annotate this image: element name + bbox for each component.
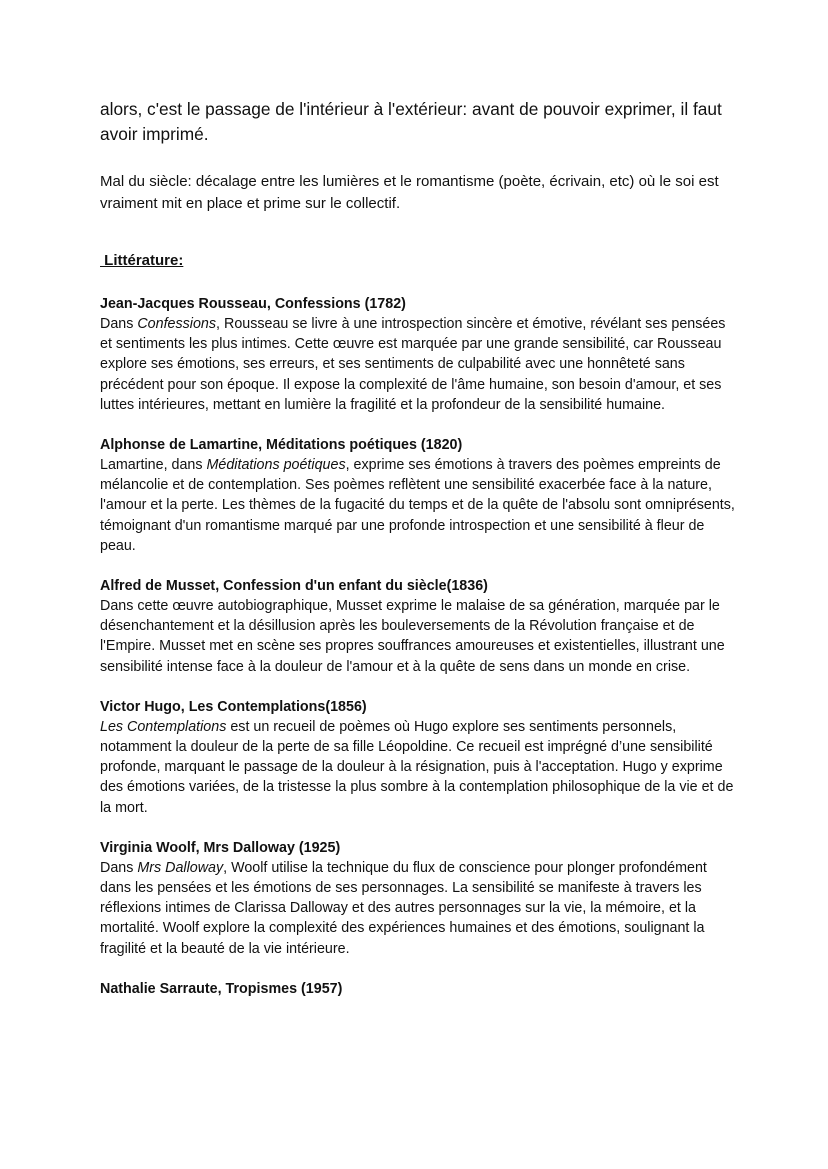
entry-title: Jean-Jacques Rousseau, Confessions (1782) bbox=[100, 296, 406, 312]
work-title: Méditations poétiques bbox=[206, 457, 346, 474]
body-post: , Woolf utilise la technique du flux de conscience pour plonger profondément dans les pensées et les émotions de ses personnages. La sensibilité se manifeste à travers les réflexions intimes de Clarissa Dalloway et des autres personnages sur la vie, la mémoire, et la mortalité. Woolf explore la complexité des expériences humaines et des émotions, soulignant la fragilité et la beauté de la vie intérieure. bbox=[100, 859, 707, 957]
entry-body bbox=[100, 858, 740, 959]
work-title: Mrs Dalloway bbox=[137, 859, 224, 876]
body-pre: Dans bbox=[100, 316, 138, 332]
entry-title: Alphonse de Lamartine, Méditations poétiques (1820) bbox=[100, 437, 463, 454]
entry-title: Victor Hugo, Les Contemplations(1856) bbox=[100, 698, 367, 715]
entry-hugo bbox=[100, 697, 740, 818]
document-page bbox=[100, 97, 740, 1019]
entry-body bbox=[100, 455, 740, 556]
entry-woolf bbox=[100, 838, 740, 959]
entry-title: Alfred de Musset, Confession d'un enfant du siècle(1836) bbox=[100, 578, 488, 595]
work-title: Confessions bbox=[137, 316, 217, 332]
section-title-litterature: Littérature: bbox=[100, 252, 184, 269]
entry-title: Virginia Woolf, Mrs Dalloway (1925) bbox=[100, 839, 341, 856]
body-post: Dans cette œuvre autobiographique, Musset exprime le malaise de sa génération, marquée par le désenchantement et la désillusion après les bouleversements de la Révolution française et de l'Empire. Musset met en scène ses propres souffrances amoureuses et existentielles, illustrant une sensibilité intense face à la douleur de l'amour et à la quête de sens dans un monde en crise. bbox=[100, 598, 725, 675]
entry-body bbox=[100, 717, 740, 818]
intro-paragraph: alors, c'est le passage de l'intérieur à l'extérieur: avant de pouvoir exprimer, il faut avoir imprimé. bbox=[100, 99, 722, 144]
body-pre: Dans bbox=[100, 859, 138, 876]
entry-body bbox=[100, 314, 740, 415]
mal-du-siecle-paragraph: Mal du siècle: décalage entre les lumières et le romantisme (poète, écrivain, etc) où le soi est vraiment mit en place et prime sur le collectif. bbox=[100, 173, 719, 212]
entry-rousseau bbox=[100, 294, 740, 415]
body-pre: Lamartine, dans bbox=[100, 457, 207, 474]
entry-lamartine bbox=[100, 435, 740, 556]
body-post: , Rousseau se livre à une introspection sincère et émotive, révélant ses pensées et sentiments les plus intimes. Cette œuvre est marquée par une grande sensibilité, car Rousseau explore ses émotions, ses erreurs, et ses sentiments de culpabilité avec une honnêteté sans précédent pour son époque. Il expose la complexité de l'âme humaine, son besoin d'amour, et ses luttes intérieures, mettant en lumière la fragilité et la profondeur de la sensibilité humaine. bbox=[100, 316, 726, 413]
entry-musset bbox=[100, 576, 740, 677]
entry-sarraute bbox=[100, 979, 740, 999]
body-post: , exprime ses émotions à travers des poèmes empreints de mélancolie et de contemplation. Ses poèmes reflètent une sensibilité exacerbée face à la nature, l'amour et la perte. Les thèmes de la fugacité du temps et de la quête de l'absolu sont omniprésents, témoignant d'un romantisme marqué par une profonde introspection et une sensibilité à fleur de peau. bbox=[100, 457, 735, 554]
work-title: Les Contemplations bbox=[100, 718, 227, 735]
body-post: est un recueil de poèmes où Hugo explore ses sentiments personnels, notamment la douleur de la perte de sa fille Léopoldine. Ce recueil est imprégné d’une sensibilité profonde, marquant le passage de la douleur à la résignation, puis à l'acceptation. Hugo y exprime des émotions variées, de la tristesse la plus sombre à la contemplation philosophique de la vie et de la mort. bbox=[100, 718, 734, 816]
entry-body bbox=[100, 596, 740, 677]
entry-title: Nathalie Sarraute, Tropismes (1957) bbox=[100, 980, 343, 997]
